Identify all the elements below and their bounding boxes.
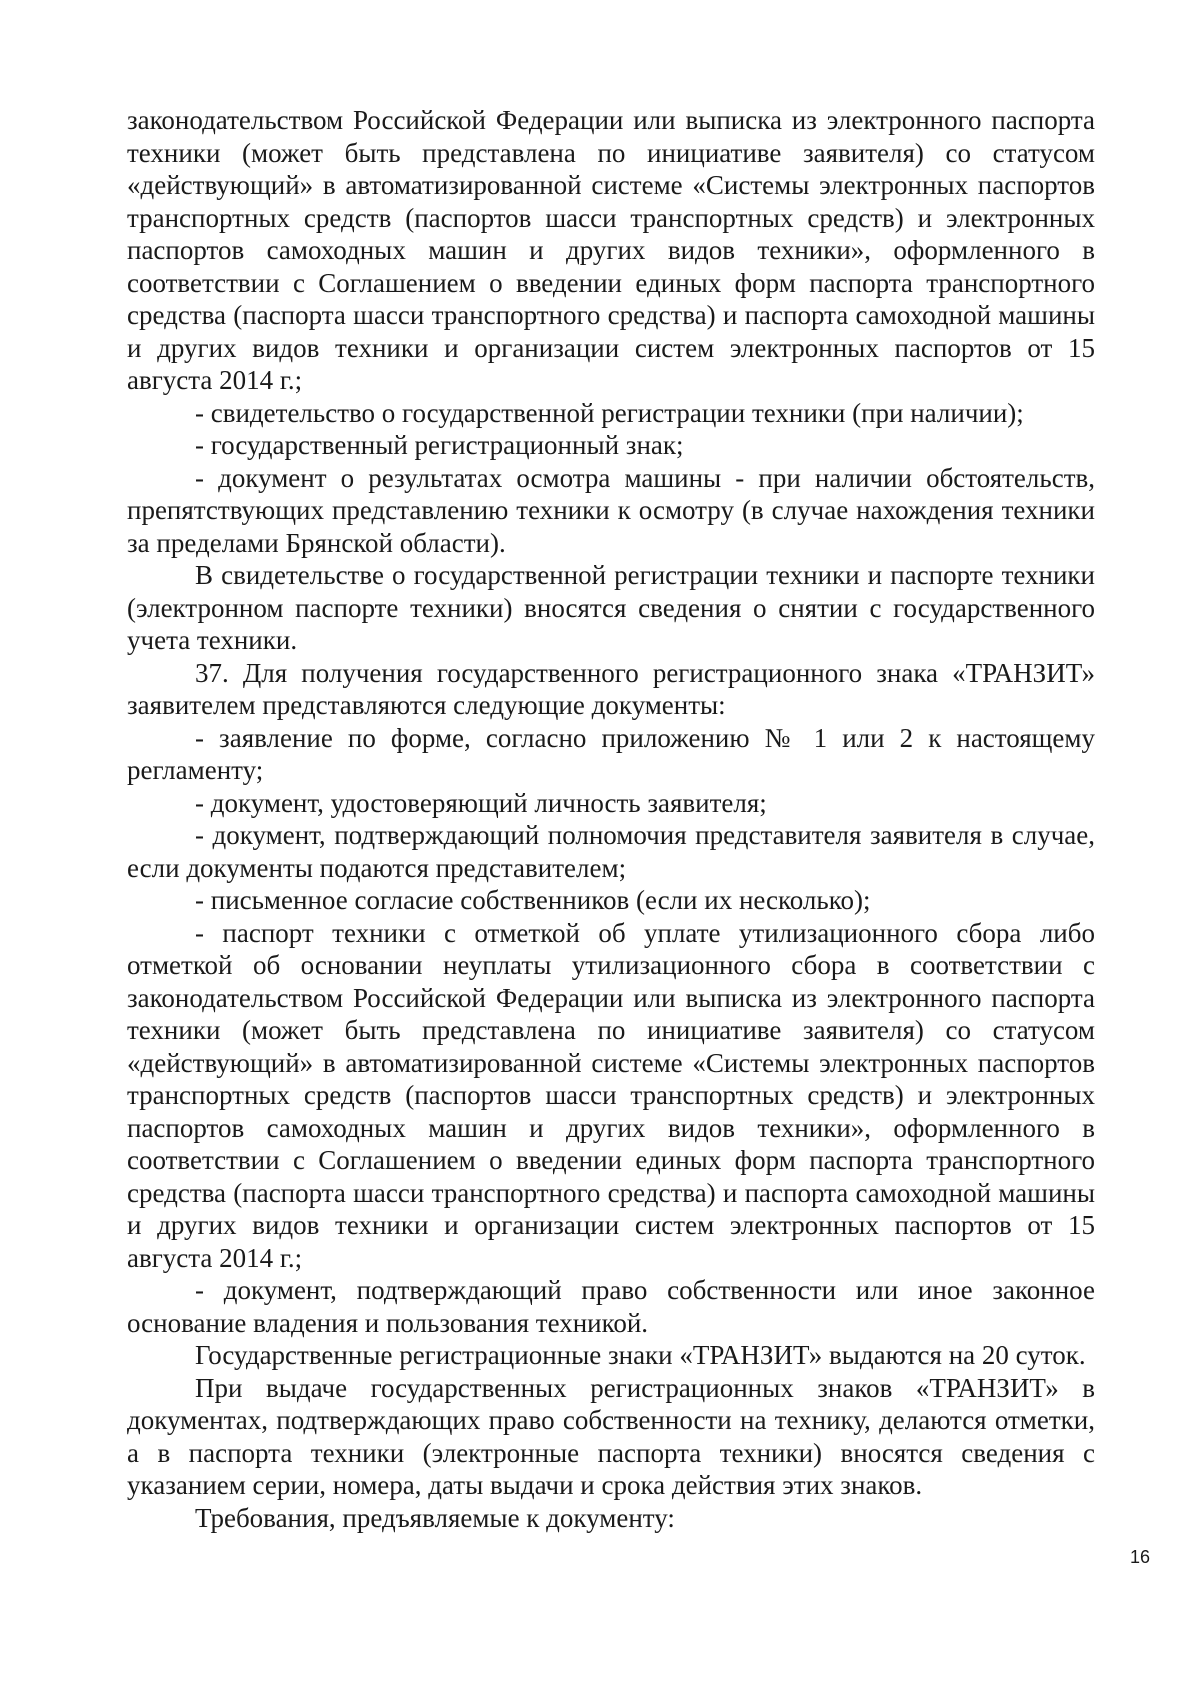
paragraph-4: - документ о результатах осмотра машины - при наличии обстоятельств, препятствующих представлению техники к осмотру (в случае нахождения техники за пределами Брянской области). [127, 462, 1095, 558]
paragraph-9: - документ, подтверждающий полномочия представителя заявителя в случае, если документы подаются представителем; [127, 820, 1095, 883]
page-number: 16 [1130, 1547, 1151, 1567]
document-body [127, 104, 1095, 1534]
paragraph-5: В свидетельстве о государственной регистрации техники и паспорте техники (электронном паспорте техники) вносятся сведения о снятии с государственного учета техники. [127, 560, 1095, 655]
paragraph-12: - документ, подтверждающий право собственности или иное законное основание владения и пользования техникой. [127, 1275, 1095, 1338]
paragraph-7: - заявление по форме, согласно приложению № 1 или 2 к настоящему регламенту; [127, 722, 1095, 785]
paragraph-10: - письменное согласие собственников (если их несколько); [195, 885, 871, 915]
paragraph-1: законодательством Российской Федерации или выписка из электронного паспорта техники (может быть представлена по инициативе заявителя) со статусом «действующий» в автоматизированной системе «Системы электронных паспортов транспортных средств (паспортов шасси транспортных средств) и электронных паспортов самоходных машин и других видов техники», оформленного в соответствии с Соглашением о введении единых форм паспорта транспортного средства (паспорта шасси транспортного средства) и паспорта самоходной машины и других видов техники и организации систем электронных паспортов от 15 августа 2014 г.; [127, 105, 1095, 395]
paragraph-13: Государственные регистрационные знаки «ТРАНЗИТ» выдаются на 20 суток. [195, 1340, 1086, 1370]
paragraph-11: - паспорт техники с отметкой об уплате утилизационного сбора либо отметкой об основании неуплаты утилизационного сбора в соответствии с законодательством Российской Федерации или выписка из электронного паспорта техники (может быть представлена по инициативе заявителя) со статусом «действующий» в автоматизированной системе «Системы электронных паспортов транспортных средств (паспортов шасси транспортных средств) и электронных паспортов самоходных машин и других видов техники», оформленного в соответствии с Соглашением о введении единых форм паспорта транспортного средства (паспорта шасси транспортного средства) и паспорта самоходной машины и других видов техники и организации систем электронных паспортов от 15 августа 2014 г.; [127, 917, 1095, 1273]
paragraph-6: 37. Для получения государственного регистрационного знака «ТРАНЗИТ» заявителем представляются следующие документы: [127, 657, 1095, 720]
paragraph-15: Требования, предъявляемые к документу: [195, 1502, 675, 1533]
paragraph-3: - государственный регистрационный знак; [195, 430, 684, 460]
paragraph-14: При выдаче государственных регистрационных знаков «ТРАНЗИТ» в документах, подтверждающих право собственности на технику, делаются отметки, а в паспорта техники (электронные паспорта техники) вносятся сведения с указанием серии, номера, даты выдачи и срока действия этих знаков. [127, 1372, 1095, 1500]
paragraph-8: - документ, удостоверяющий личность заявителя; [195, 787, 767, 818]
paragraph-2: - свидетельство о государственной регистрации техники (при наличии); [195, 397, 1024, 428]
